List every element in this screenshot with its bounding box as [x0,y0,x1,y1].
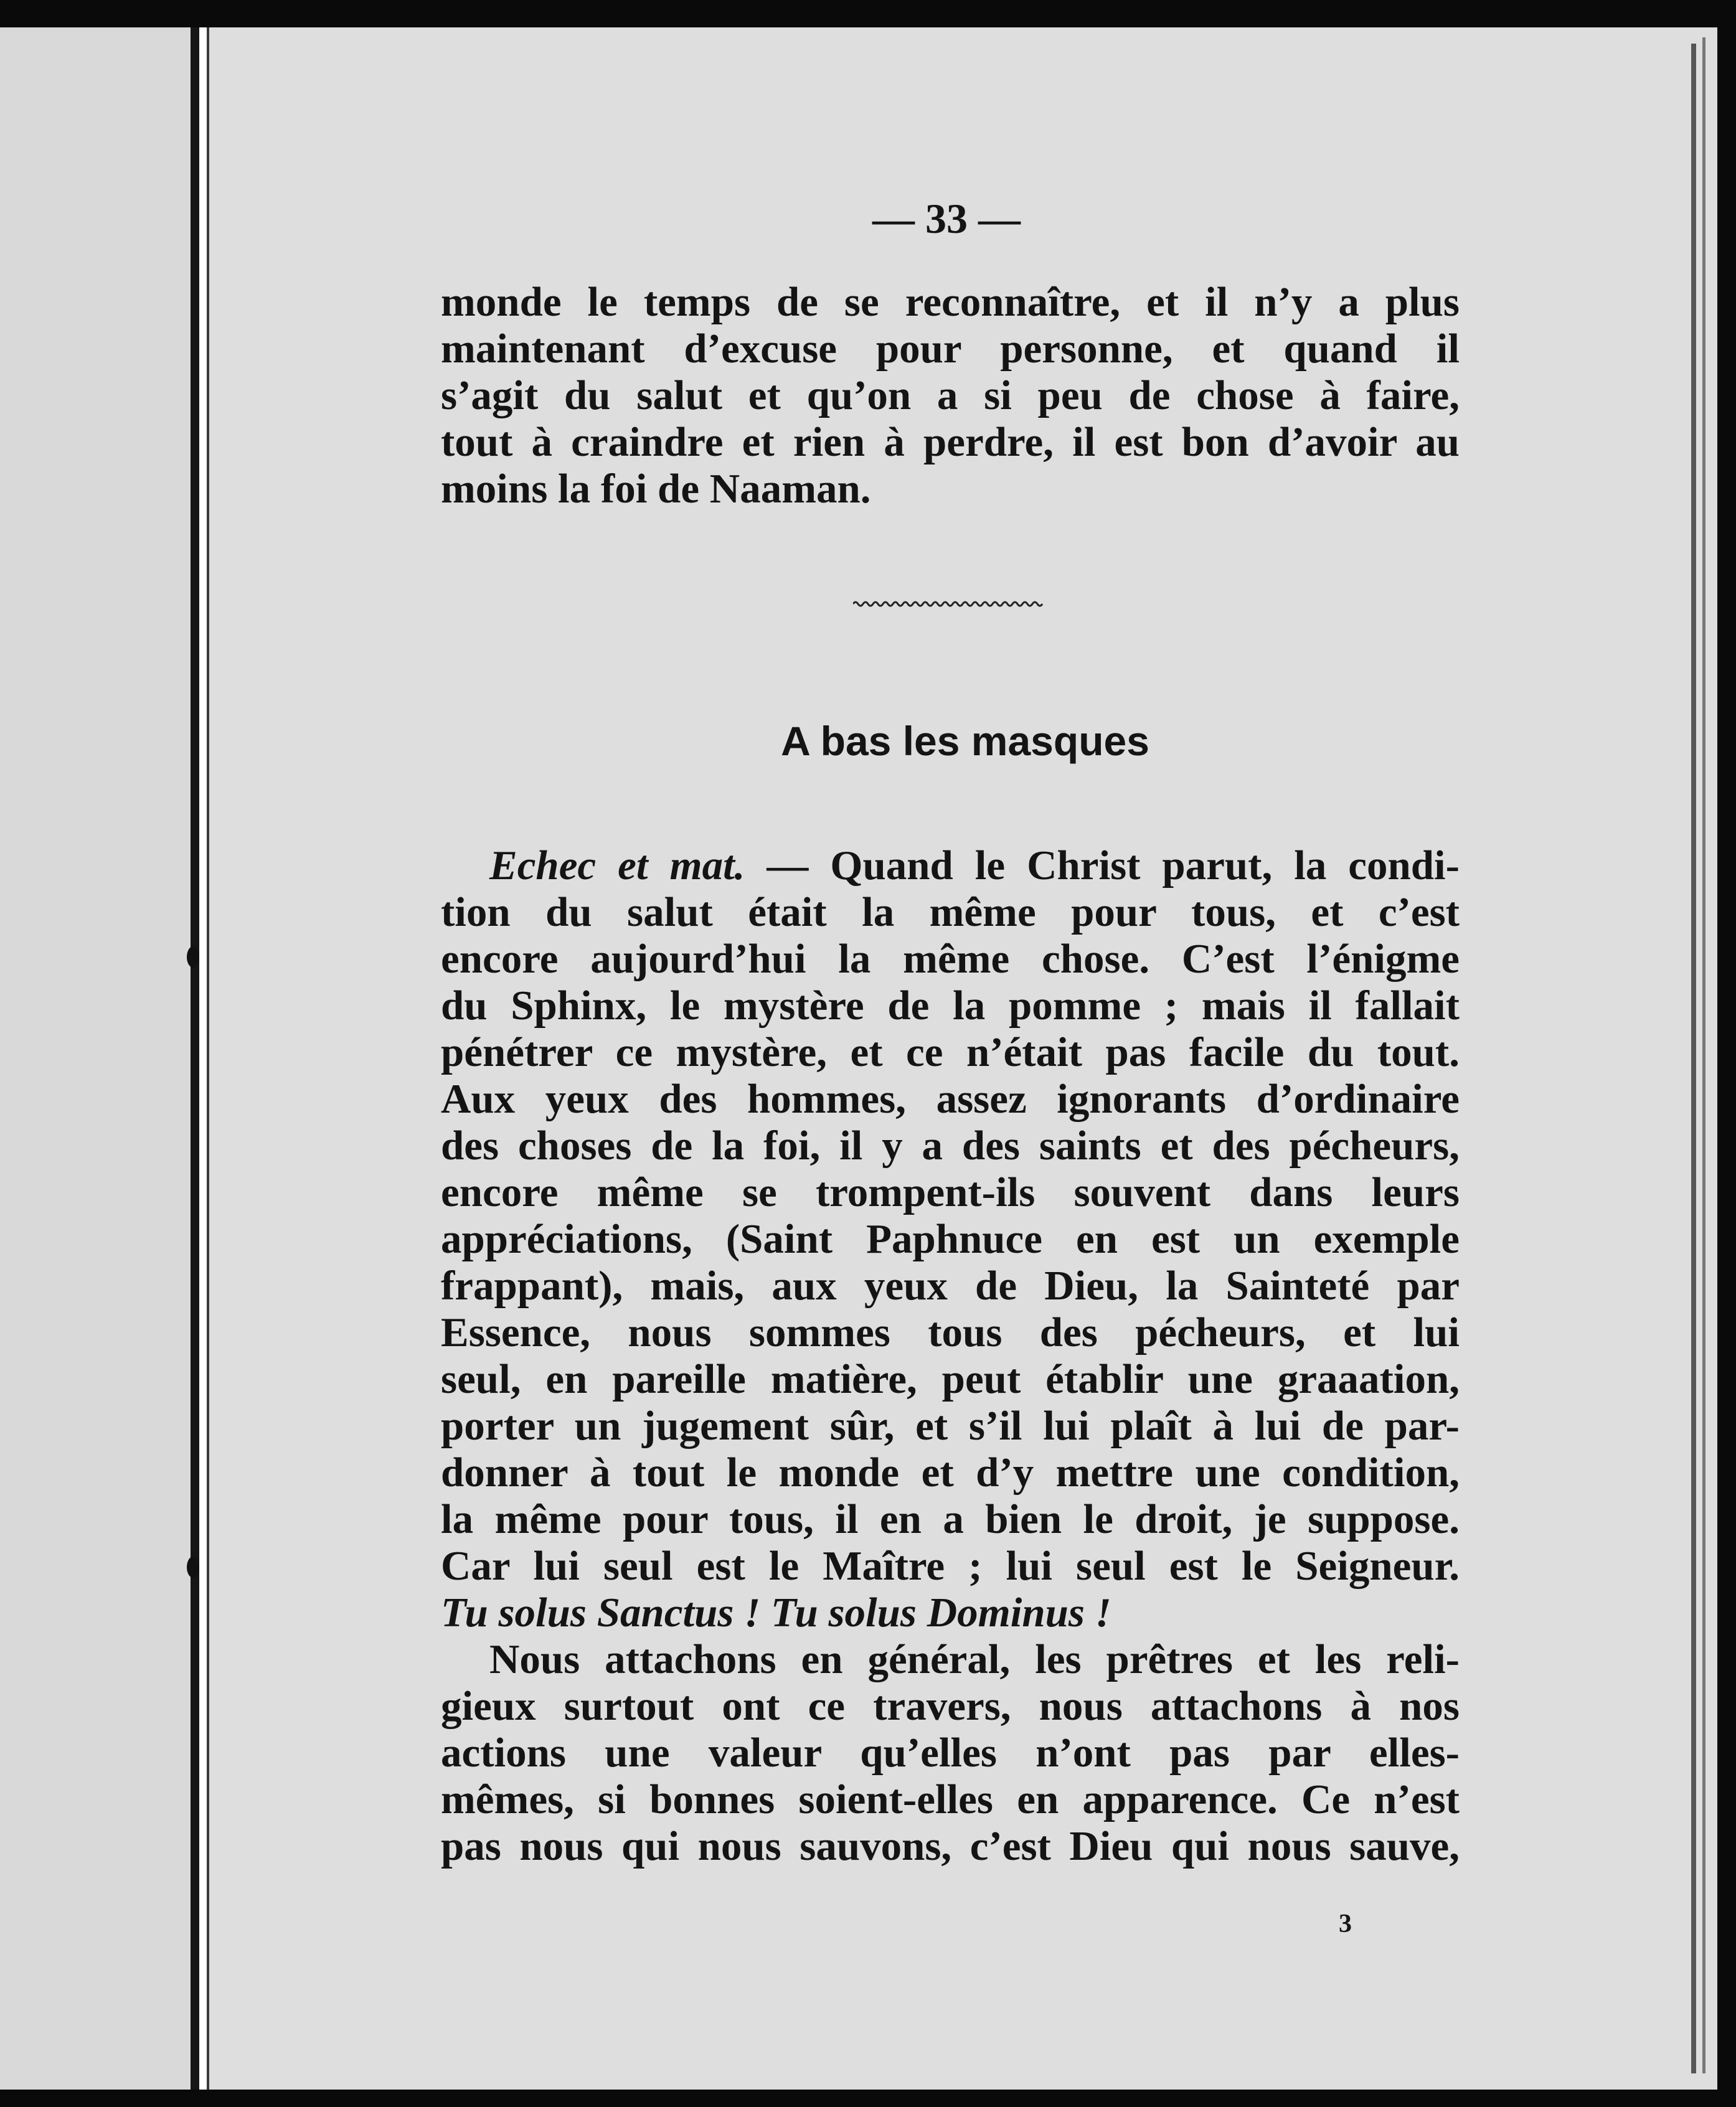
scan-border-right [1717,0,1736,2107]
text-line: moins la foi de Naaman. [441,466,871,512]
text-line: appréciations, (Saint Paphnuce en est un exemple [441,1216,1460,1262]
text-line: Nous attachons en général, les prêtres et les reli- [489,1636,1460,1682]
text-line: encore aujourd’hui la même chose. C’est l’énigme [441,936,1460,982]
text-line: s’agit du salut et qu’on a si peu de chose à faire, [441,372,1460,418]
wavy-divider-ornament [853,598,1044,610]
scan-border-bottom [0,2090,1736,2107]
book-gutter [191,27,199,2090]
text-line: du Sphinx, le mystère de la pomme ; mais il fallait [441,983,1460,1029]
text-line: Aux yeux des hommes, assez ignorants d’ordinaire [441,1076,1460,1122]
signature-mark: 3 [1339,1910,1352,1938]
facing-page-edge [0,27,191,2090]
latin-quote: Tu solus Sanctus ! Tu solus Dominus ! [441,1590,1111,1636]
text-line: tout à craindre et rien à perdre, il est bon d’avoir au [441,419,1460,465]
page-number: — 33 — [872,195,1021,242]
page-edge-shadow [1691,44,1696,2073]
section-title: A bas les masques [781,718,1149,764]
text-line: pénétrer ce mystère, et ce n’était pas facile du tout. [441,1029,1460,1075]
subtitle-italic: Echec et mat. [489,842,745,889]
text-line: gieux surtout ont ce travers, nous attachons à nos [441,1683,1460,1729]
text-line: porter un jugement sûr, et s’il lui plaît à lui de par- [441,1403,1460,1449]
text-line [441,842,1460,889]
text-line: monde le temps de se reconnaître, et il n’y a plus [441,279,1460,325]
text-line: la même pour tous, il en a bien le droit, je suppose. [441,1496,1460,1542]
text-line: pas nous qui nous sauvons, c’est Dieu qui nous sauve, [441,1823,1460,1869]
main-text [441,842,1460,1870]
intro-paragraph [441,279,1460,512]
text-line: donner à tout le monde et d’y mettre une condition, [441,1449,1460,1496]
text-line: des choses de la foi, il y a des saints et des pécheurs, [441,1123,1460,1169]
binding-thread-dot [187,1557,199,1578]
text-line: frappant), mais, aux yeux de Dieu, la Sainteté par [441,1263,1460,1309]
text-line: Car lui seul est le Maître ; lui seul est le Seigneur. [441,1543,1460,1589]
text-line: maintenant d’excuse pour personne, et quand il [441,326,1460,372]
text-line: seul, en pareille matière, peut établir une graaation, [441,1356,1460,1402]
text-line: tion du salut était la même pour tous, et c’est [441,889,1460,935]
page-edge-shadow [1702,37,1705,2073]
scan-border-top [0,0,1736,27]
text-run: — Quand le Christ parut, la condi- [745,842,1460,889]
text-line: encore même se trompent-ils souvent dans leurs [441,1169,1460,1215]
text-line: actions une valeur qu’elles n’ont pas par elles- [441,1730,1460,1776]
text-line: mêmes, si bonnes soient-elles en apparence. Ce n’est [441,1776,1460,1822]
text-line: Essence, nous sommes tous des pécheurs, et lui [441,1309,1460,1355]
binding-thread-dot [187,946,199,968]
